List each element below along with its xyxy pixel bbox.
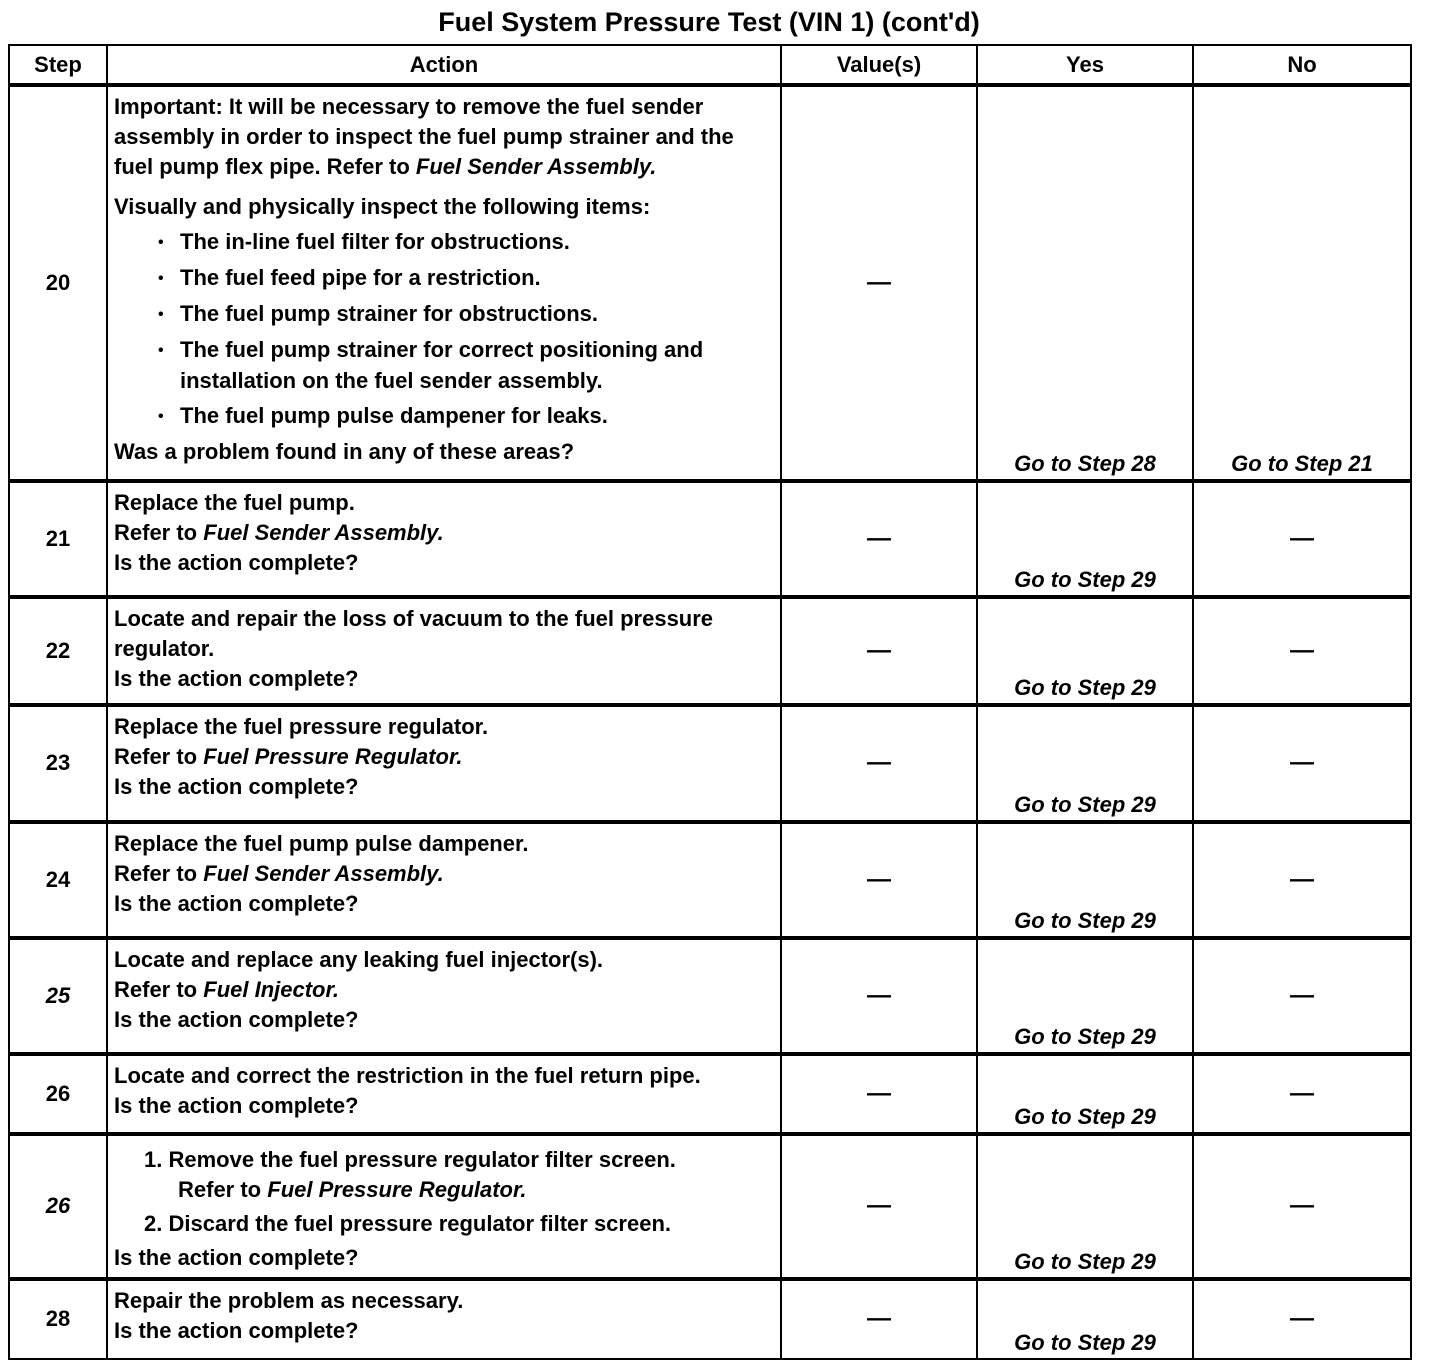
reference-line <box>114 975 766 1005</box>
table-row <box>9 822 1411 938</box>
action-question: Is the action complete? <box>114 1317 359 1343</box>
important-label: Important: <box>114 94 223 119</box>
yes-cell: Go to Step 29 <box>977 1054 1193 1134</box>
step-number: 28 <box>9 1279 107 1359</box>
procedure-reference: Fuel Sender Assembly. <box>203 520 444 546</box>
step-number: 21 <box>9 481 107 597</box>
header-values: Value(s) <box>781 45 977 85</box>
yes-cell: Go to Step 29 <box>977 1134 1193 1279</box>
step-number: 22 <box>9 597 107 705</box>
step-number: 20 <box>9 85 107 481</box>
table-row <box>9 705 1411 821</box>
reference-line <box>114 518 766 548</box>
no-cell: Go to Step 21 <box>1193 85 1411 481</box>
action-text: Locate and correct the restriction in the fuel return pipe. <box>114 1062 701 1088</box>
bullet-item: • The in-line fuel filter for obstructions. <box>114 227 766 258</box>
yes-cell: Go to Step 29 <box>977 705 1193 821</box>
table-row <box>9 597 1411 705</box>
refer-to-text: Refer to <box>114 860 204 886</box>
numbered-item <box>114 1145 766 1205</box>
yes-cell: Go to Step 29 <box>977 597 1193 705</box>
header-action: Action <box>107 45 781 85</box>
action-question: Is the action complete? <box>114 550 359 576</box>
inspection-intro: Visually and physically inspect the following items: <box>114 194 651 219</box>
value-cell: — <box>781 85 977 481</box>
action-question: Is the action complete? <box>114 666 359 692</box>
important-note <box>114 92 766 182</box>
procedure-reference: Fuel Sender Assembly. <box>203 860 444 886</box>
no-cell: — <box>1193 597 1411 705</box>
reference-line <box>114 859 766 889</box>
refer-to-text: Refer to <box>178 1176 268 1202</box>
action-cell <box>107 85 781 481</box>
step-number: 25 <box>9 938 107 1054</box>
action-cell <box>107 1279 781 1359</box>
important-text: It will be necessary to remove the fuel sender assembly in order to inspect the fuel pump strainer and the fuel pump flex pipe. Refer to <box>114 94 734 179</box>
value-cell: — <box>781 705 977 821</box>
diagnostic-table <box>8 44 1412 1360</box>
header-step: Step <box>9 45 107 85</box>
table-row <box>9 85 1411 481</box>
value-cell: — <box>781 1134 977 1279</box>
table-row <box>9 481 1411 597</box>
step-number: 26 <box>9 1054 107 1134</box>
no-cell: — <box>1193 822 1411 938</box>
no-cell: — <box>1193 1054 1411 1134</box>
table-row <box>9 1134 1411 1279</box>
yes-cell: Go to Step 29 <box>977 1279 1193 1359</box>
action-cell <box>107 822 781 938</box>
action-text: Replace the fuel pump. <box>114 490 355 516</box>
header-yes: Yes <box>977 45 1193 85</box>
action-text: Repair the problem as necessary. <box>114 1287 464 1313</box>
yes-cell: Go to Step 28 <box>977 85 1193 481</box>
action-cell <box>107 705 781 821</box>
action-question: Is the action complete? <box>114 1006 359 1032</box>
table-header-row <box>9 45 1411 85</box>
refer-to-text: Refer to <box>114 744 204 770</box>
value-cell: — <box>781 1054 977 1134</box>
value-cell: — <box>781 1279 977 1359</box>
action-text: Locate and repair the loss of vacuum to the fuel pressure regulator. <box>114 606 714 662</box>
bullet-item: • The fuel pump strainer for correct positioning and installation on the fuel sender assembly. <box>114 335 766 396</box>
action-question: Was a problem found in any of these areas? <box>114 439 575 464</box>
action-question: Is the action complete? <box>114 1244 359 1270</box>
refer-to-text: Refer to <box>114 520 204 546</box>
no-cell: — <box>1193 1134 1411 1279</box>
page-title: Fuel System Pressure Test (VIN 1) (cont'd) <box>438 7 980 37</box>
table-row <box>9 1279 1411 1359</box>
bullet-item: • The fuel feed pipe for a restriction. <box>114 263 766 294</box>
procedure-reference: Fuel Sender Assembly. <box>415 154 657 179</box>
item-text: Discard the fuel pressure regulator filter screen. <box>168 1210 671 1236</box>
procedure-reference: Fuel Pressure Regulator. <box>267 1176 527 1202</box>
action-question: Is the action complete? <box>114 1092 359 1118</box>
no-cell: — <box>1193 1279 1411 1359</box>
table-row <box>9 1054 1411 1134</box>
action-text: Locate and replace any leaking fuel injector(s). <box>114 946 604 972</box>
item-number: 1. <box>144 1146 163 1172</box>
action-cell <box>107 1134 781 1279</box>
header-no: No <box>1193 45 1411 85</box>
action-text: Replace the fuel pressure regulator. <box>114 714 489 740</box>
action-cell <box>107 481 781 597</box>
numbered-item <box>114 1209 766 1239</box>
bullet-item: • The fuel pump strainer for obstructions. <box>114 299 766 330</box>
value-cell: — <box>781 597 977 705</box>
action-text: Replace the fuel pump pulse dampener. <box>114 830 529 856</box>
value-cell: — <box>781 481 977 597</box>
reference-line <box>114 742 766 772</box>
no-cell: — <box>1193 481 1411 597</box>
value-cell: — <box>781 938 977 1054</box>
step-number: 23 <box>9 705 107 821</box>
table-row <box>9 938 1411 1054</box>
value-cell: — <box>781 822 977 938</box>
yes-cell: Go to Step 29 <box>977 938 1193 1054</box>
action-question: Is the action complete? <box>114 774 359 800</box>
procedure-reference: Fuel Pressure Regulator. <box>203 744 463 770</box>
yes-cell: Go to Step 29 <box>977 481 1193 597</box>
item-number: 2. <box>144 1210 163 1236</box>
yes-cell: Go to Step 29 <box>977 822 1193 938</box>
action-cell <box>107 597 781 705</box>
refer-to-text: Refer to <box>114 976 204 1002</box>
action-question: Is the action complete? <box>114 890 359 916</box>
no-cell: — <box>1193 705 1411 821</box>
step-number: 24 <box>9 822 107 938</box>
action-cell <box>107 1054 781 1134</box>
item-text: Remove the fuel pressure regulator filter screen. <box>168 1146 676 1172</box>
step-number: 26 <box>9 1134 107 1279</box>
action-cell <box>107 938 781 1054</box>
no-cell: — <box>1193 938 1411 1054</box>
bullet-item: • The fuel pump pulse dampener for leaks. <box>114 401 766 432</box>
procedure-reference: Fuel Injector. <box>203 976 339 1002</box>
